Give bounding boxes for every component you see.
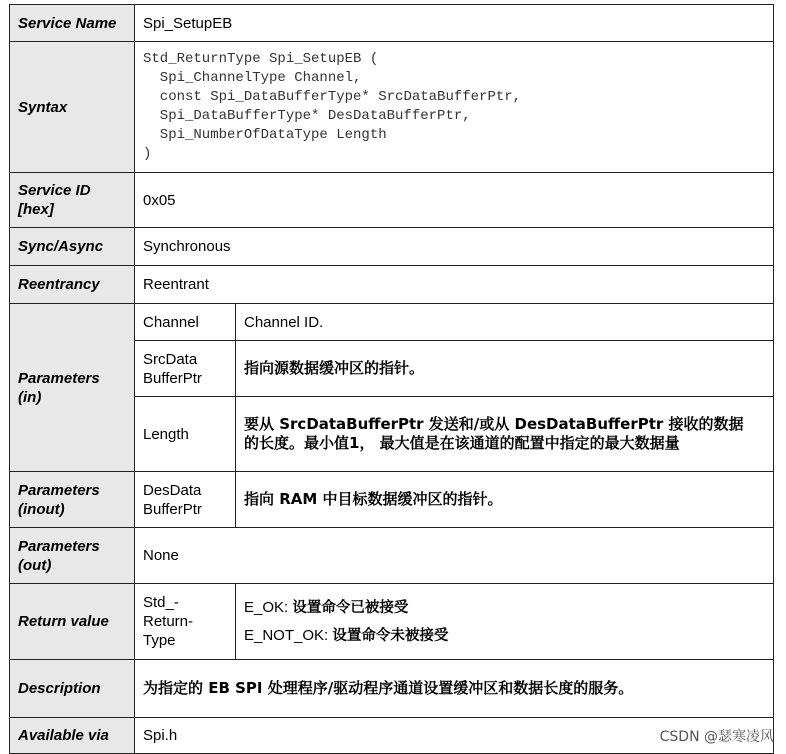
- parameters-in-label: Parameters (in): [10, 304, 135, 472]
- row-param-out: [10, 528, 774, 584]
- service-spec-table: [9, 4, 774, 754]
- syntax-line: const Spi_DataBufferType* SrcDataBufferPtr,: [143, 89, 522, 105]
- row-service-id: [10, 173, 774, 228]
- param-name-desdatabufferptr: DesData BufferPtr: [135, 472, 236, 528]
- reentrancy-value: Reentrant: [135, 266, 774, 304]
- row-return-value: [10, 584, 774, 660]
- syntax-line: Std_ReturnType Spi_SetupEB (: [143, 51, 379, 67]
- syntax-line: ): [143, 146, 152, 162]
- row-param-inout: [10, 472, 774, 528]
- return-code-not-ok: E_NOT_OK:: [244, 626, 329, 644]
- param-name-channel: Channel: [135, 304, 236, 341]
- sync-async-value: Synchronous: [135, 228, 774, 266]
- return-desc-ok: 设置命令已被接受: [292, 599, 409, 616]
- csdn-watermark: CSDN @瑟寒凌风: [659, 729, 774, 745]
- parameters-out-label: Parameters (out): [10, 528, 135, 584]
- available-via-value: Spi.h: [135, 718, 774, 754]
- syntax-line: Spi_NumberOfDataType Length: [143, 127, 387, 143]
- param-desc-srcdatabufferptr: 指向源数据缓冲区的指针。: [236, 341, 774, 397]
- service-id-label: Service ID [hex]: [10, 173, 135, 228]
- row-syntax: [10, 42, 774, 173]
- service-name-value: Spi_SetupEB: [135, 5, 774, 42]
- row-reentrancy: [10, 266, 774, 304]
- syntax-line: Spi_DataBufferType* DesDataBufferPtr,: [143, 108, 471, 124]
- service-id-value: 0x05: [135, 173, 774, 228]
- return-value-label: Return value: [10, 584, 135, 660]
- return-desc-not-ok: 设置命令未被接受: [332, 627, 449, 644]
- row-param-in-channel: [10, 304, 774, 341]
- parameters-inout-label: Parameters (inout): [10, 472, 135, 528]
- syntax-label: Syntax: [10, 42, 135, 173]
- param-desc-length: 要从 SrcDataBufferPtr 发送和/或从 DesDataBufferPtr 接收的数据 的长度。最小值1， 最大值是在该通道的配置中指定的最大数据量: [236, 397, 774, 472]
- row-service-name: [10, 5, 774, 42]
- description-label: Description: [10, 660, 135, 718]
- return-code-ok: E_OK:: [244, 598, 289, 616]
- syntax-value: [135, 42, 774, 173]
- service-name-label: Service Name: [10, 5, 135, 42]
- sync-async-label: Sync/Async: [10, 228, 135, 266]
- description-value: 为指定的 EB SPI 处理程序/驱动程序通道设置缓冲区和数据长度的服务。: [135, 660, 774, 718]
- row-description: [10, 660, 774, 718]
- row-sync-async: [10, 228, 774, 266]
- return-type: Std_- Return- Type: [135, 584, 236, 660]
- param-name-srcdatabufferptr: SrcData BufferPtr: [135, 341, 236, 397]
- available-via-label: Available via: [10, 718, 135, 754]
- parameters-out-value: None: [135, 528, 774, 584]
- syntax-line: Spi_ChannelType Channel,: [143, 70, 362, 86]
- param-name-length: Length: [135, 397, 236, 472]
- param-desc-desdatabufferptr: 指向 RAM 中目标数据缓冲区的指针。: [236, 472, 774, 528]
- param-desc-channel: Channel ID.: [236, 304, 774, 341]
- reentrancy-label: Reentrancy: [10, 266, 135, 304]
- return-value-desc: [236, 584, 774, 660]
